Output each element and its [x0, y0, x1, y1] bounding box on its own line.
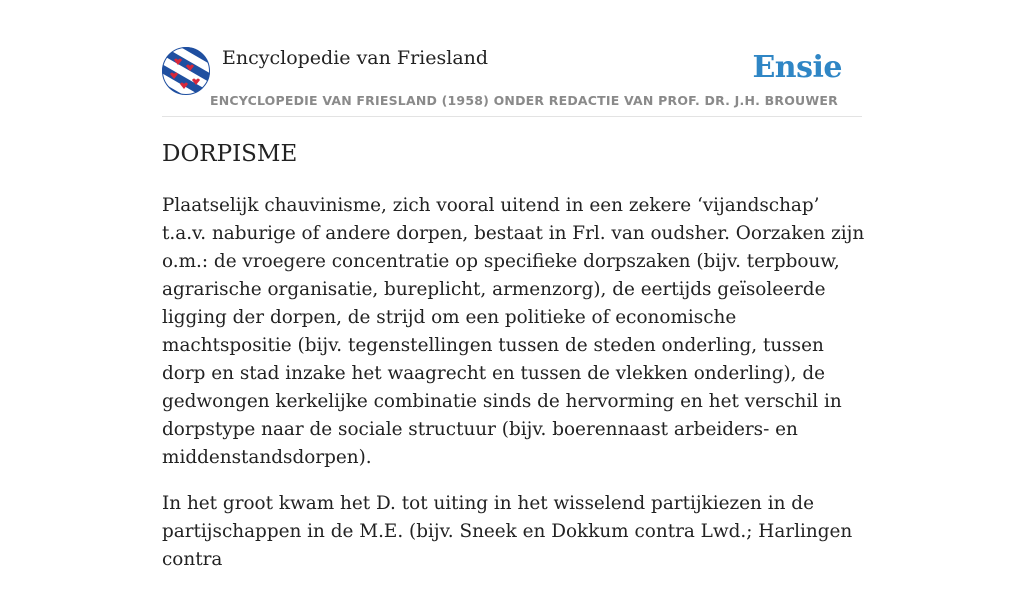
site-subtitle: ENCYCLOPEDIE VAN FRIESLAND (1958) ONDER REDACTIE VAN PROF. DR. J.H. BROUWER — [210, 93, 838, 108]
entry-title: DORPISME — [162, 141, 298, 167]
entry-body — [162, 192, 867, 592]
entry-paragraph: Plaatselijk chauvinisme, zich vooral uitend in een zekere ‘vijandschap’ t.a.v. naburige of andere dorpen, bestaat in Frl. van oudsher. Oorzaken zijn o.m.: de vroegere concentratie op specifieke dorpszaken (bijv. terpbouw, agrarische organisatie, bureplicht, armenzorg), de eertijds geïsoleerde ligging der dorpen, de strijd om een politieke of economische machtspositie (bijv. tegenstellingen tussen de steden onderling, tussen dorp en stad inzake het waagrecht en tussen de vlekken onderling), de gedwongen kerkelijke combinatie sinds de hervorming en het verschil in dorpstype naar de sociale structuur (bijv. boerennaast arbeiders- en middenstandsdorpen). — [162, 195, 865, 468]
page — [162, 0, 865, 570]
frisian-flag-icon[interactable] — [162, 47, 210, 95]
site-header — [162, 0, 862, 117]
entry-paragraph: In het groot kwam het D. tot uiting in het wisselend partijkiezen in de partijschappen in de M.E. (bijv. Sneek en Dokkum contra Lwd.; Harlingen contra — [162, 493, 853, 570]
ensie-logo[interactable]: Ensie — [752, 50, 842, 85]
site-title[interactable]: Encyclopedie van Friesland — [222, 47, 489, 69]
